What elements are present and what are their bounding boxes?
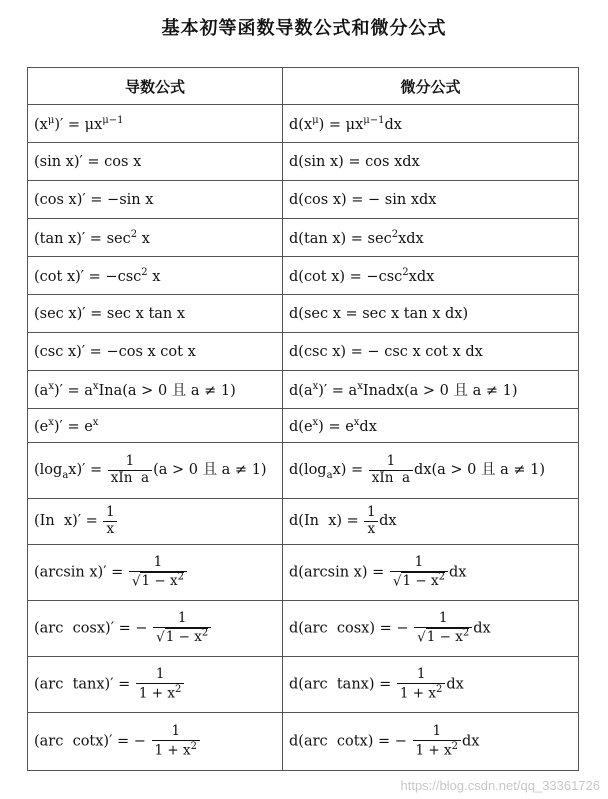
formula-cell: $d(\log_ax)$ = 1 xIn a dx(a > 0 且 a ≠ 1) xyxy=(283,443,579,499)
formula-cell: d(tan $x) = \sec^2xdx$ xyxy=(283,219,579,257)
formula-cell: $d(x^\mu) = \mu x^{\mu-1}dx$ xyxy=(283,105,579,143)
table-row xyxy=(28,409,579,443)
formula-cell: (cos x)′ = −sin x xyxy=(28,181,283,219)
formula-cell: (In x)′ = $\frac{1}{x}$ xyxy=(28,499,283,545)
formula-cell: d(csc x) = − csc x cot x dx xyxy=(283,333,579,371)
table-row xyxy=(28,657,579,713)
formula-cell: d(cos x) = − sin xdx xyxy=(283,181,579,219)
formula-cell: (arcsin x)′ = $\frac{1}{√1 - x^2}$ xyxy=(28,545,283,601)
formula-cell: d(sin x) = cos xdx xyxy=(283,143,579,181)
formula-cell: d(In x) = $\frac{1}{x}$ dx xyxy=(283,499,579,545)
formula-cell: (tan $x)' = \sec^2 x$ xyxy=(28,219,283,257)
table-row xyxy=(28,443,579,499)
formula-cell: (arc cosx)′ = − $\frac{1}{√1 - x^2}$ xyxy=(28,601,283,657)
formula-table xyxy=(27,67,579,771)
table-row xyxy=(28,219,579,257)
formula-cell: (csc x)′ = −cos x cot x xyxy=(28,333,283,371)
header-row xyxy=(28,68,579,105)
formula-cell: $(e^x)' = e^x$ xyxy=(28,409,283,443)
formula-cell: d(arc cosx) = − $\frac{1}{√1 - x^2}$ dx xyxy=(283,601,579,657)
table-row xyxy=(28,257,579,295)
table-row xyxy=(28,295,579,333)
formula-cell: d(arcsin x) = $\frac{1}{√1 - x^2}$ dx xyxy=(283,545,579,601)
table-row xyxy=(28,105,579,143)
table-row xyxy=(28,143,579,181)
table-row xyxy=(28,499,579,545)
formula-cell: $d(e^x) = e^xdx$ xyxy=(283,409,579,443)
table-row xyxy=(28,371,579,409)
formula-cell: (arc cotx)′ = − $\frac{1}{1 + x^2}$ xyxy=(28,713,283,771)
formula-cell: $(x^\mu)' = \mu x^{\mu-1}$ xyxy=(28,105,283,143)
formula-cell: $(\log_ax)'$ = 1 xIn a (a > 0 且 a ≠ 1) xyxy=(28,443,283,499)
table-row xyxy=(28,181,579,219)
formula-cell: (sin x)′ = cos x xyxy=(28,143,283,181)
formula-cell: (cot $x)' = -\csc^2$ x xyxy=(28,257,283,295)
table-row xyxy=(28,601,579,657)
table-row xyxy=(28,545,579,601)
formula-cell: (arc tanx)′ = $\frac{1}{1 + x^2}$ xyxy=(28,657,283,713)
formula-cell: $d(a^x)'$ = $a^xInadx(a > 0$ 且 a ≠ 1) xyxy=(283,371,579,409)
formula-cell: $(a^x)' = a^xIna(a > 0$ 且 a ≠ 1) xyxy=(28,371,283,409)
table-row xyxy=(28,713,579,771)
formula-cell: d(arc tanx) = $\frac{1}{1 + x^2}$ dx xyxy=(283,657,579,713)
formula-cell: d(cot $x) = -\csc^2xdx$ xyxy=(283,257,579,295)
header-differential: 微分公式 xyxy=(283,68,579,105)
table-row xyxy=(28,333,579,371)
formula-cell: (sec x)′ = sec x tan x xyxy=(28,295,283,333)
page-title: 基本初等函数导数公式和微分公式 xyxy=(161,18,447,39)
watermark: https://blog.csdn.net/qq_33361726 xyxy=(400,778,600,793)
formula-cell: d(arc cotx) = − $\frac{1}{1 + x^2}$ dx xyxy=(283,713,579,771)
header-derivative: 导数公式 xyxy=(28,68,283,105)
formula-cell: d(sec x = sec x tan x dx) xyxy=(283,295,579,333)
